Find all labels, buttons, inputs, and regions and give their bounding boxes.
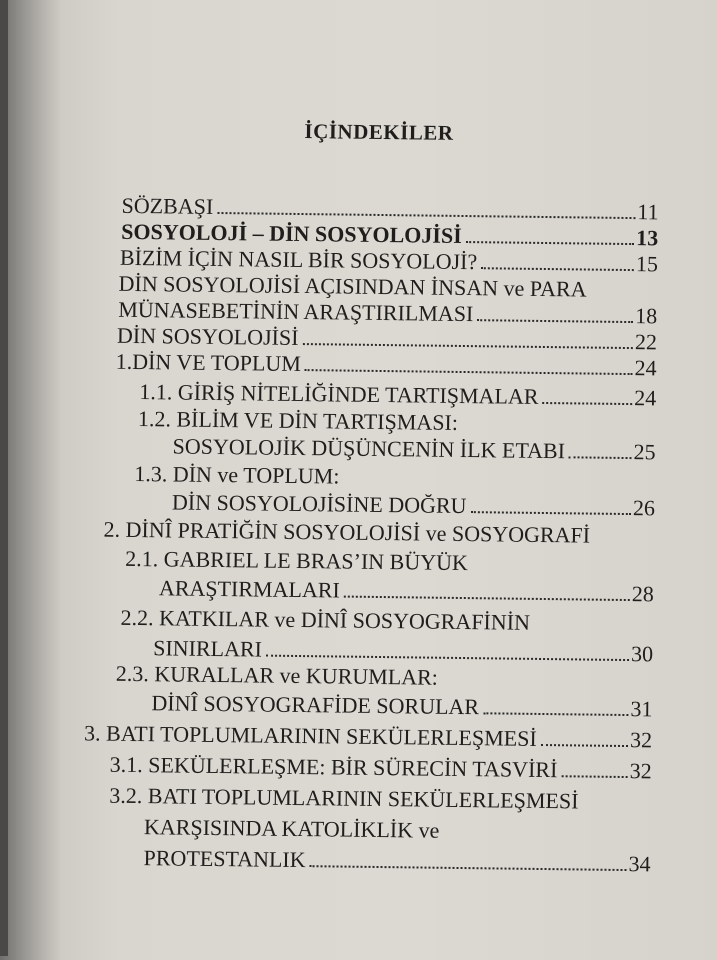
toc-page-number: 28 xyxy=(631,581,655,607)
toc-entry-line xyxy=(144,814,651,846)
toc-entry-label: 1.DİN VE TOPLUM xyxy=(115,348,302,377)
toc-page-number: 32 xyxy=(629,758,652,784)
toc-entry-label: SÖZBAŞI xyxy=(121,192,214,219)
toc-page-number: 24 xyxy=(634,355,657,381)
toc-entry-label: 2.2. KATKILAR ve DİNÎ SOSYOGRAFİNİN xyxy=(120,604,531,635)
toc-page-number: 26 xyxy=(632,495,656,521)
toc-entry-line xyxy=(134,461,655,493)
leader-dots xyxy=(541,744,628,747)
toc-entry-label: DİN SOSYOLOJİSİ AÇISINDAN İNSAN ve PARA xyxy=(118,270,587,302)
toc-entry-label: 2.3. KURALLAR ve KURUMLAR: xyxy=(115,660,439,690)
toc-page-number: 30 xyxy=(630,641,654,667)
toc-entry-label: BİZİM İÇİN NASIL BİR SOSYOLOJİ? xyxy=(119,244,478,275)
leader-dots xyxy=(305,369,633,375)
toc-page-number: 22 xyxy=(634,329,658,355)
toc-entry-label: SOSYOLOJİK DÜŞÜNCENİN İLK ETABI xyxy=(172,433,566,464)
toc-entry-label: 3.2. BATI TOPLUMLARININ SEKÜLERLEŞMESİ xyxy=(109,782,579,814)
toc-entry-label: 1.3. DİN ve TOPLUM: xyxy=(134,460,340,489)
toc-entry-label: 2.1. GABRIEL LE BRAS’IN BÜYÜK xyxy=(125,545,469,576)
leader-dots xyxy=(266,655,629,661)
toc-entry-label: 3. BATI TOPLUMLARININ SEKÜLERLEŞMESİ xyxy=(83,720,537,751)
toc-entry-label: SINIRLARI xyxy=(153,635,263,662)
toc-entry-line xyxy=(125,546,654,578)
toc-page-number: 24 xyxy=(634,385,657,411)
toc-entry-label: 2. DİNÎ PRATİĞİN SOSYOLOJİSİ ve SOSYOGRAFİ xyxy=(103,516,591,548)
leader-dots xyxy=(470,511,630,515)
toc-page-number: 32 xyxy=(629,727,653,753)
toc-entry-line xyxy=(116,661,653,694)
toc-entry-line xyxy=(120,605,653,638)
leader-dots xyxy=(483,712,628,716)
toc-entry-label: DİN SOSYOLOJİSİ xyxy=(116,322,299,350)
toc-entry xyxy=(172,489,655,521)
toc-entry-label: DİN SOSYOLOJİSİNE DOĞRU xyxy=(171,489,467,519)
toc-entry xyxy=(116,349,657,382)
toc-page-number: 13 xyxy=(636,225,659,251)
leader-dots xyxy=(561,775,627,778)
toc-entry-label: KARŞISINDA KATOLİKLİK ve xyxy=(143,814,440,843)
page-title: İÇİNDEKİLER xyxy=(304,119,454,145)
leader-dots xyxy=(344,596,630,601)
toc-entry-label: 1.1. GİRİŞ NİTELİĞİNDE TARTIŞMALAR xyxy=(139,379,539,409)
leader-dots xyxy=(310,865,627,871)
toc-entry xyxy=(151,690,652,722)
toc-page-number: 25 xyxy=(633,439,656,465)
toc-entry-label: MÜNASEBETİNİN ARAŞTIRILMASI xyxy=(118,296,474,327)
toc-page-number: 11 xyxy=(637,199,659,225)
toc-entry xyxy=(172,433,655,465)
toc-page-number: 31 xyxy=(630,696,653,722)
leader-dots xyxy=(542,402,632,405)
toc-page-number: 18 xyxy=(635,303,658,329)
toc-entry xyxy=(110,752,652,785)
toc-page-number: 34 xyxy=(628,851,651,877)
leader-dots xyxy=(302,343,632,349)
toc-entry-label: PROTESTANLIK xyxy=(143,845,306,873)
leader-dots xyxy=(481,267,634,271)
toc-entry xyxy=(159,575,654,607)
toc-entry-label: DİNÎ SOSYOGRAFİDE SORULAR xyxy=(151,690,480,720)
leader-dots xyxy=(466,241,635,245)
leader-dots xyxy=(217,212,635,219)
toc-entry-heading xyxy=(103,517,654,550)
toc-entry-line xyxy=(109,783,651,816)
leader-dots xyxy=(569,456,632,459)
toc-entry-label: ARAŞTIRMALARI xyxy=(158,575,340,603)
toc-entry-label: 1.2. BİLİM VE DİN TARTIŞMASI: xyxy=(137,406,459,435)
toc-page-number: 15 xyxy=(635,251,659,277)
toc-entry xyxy=(84,720,652,753)
toc-entry xyxy=(143,845,650,877)
toc-entry-label: 3.1. SEKÜLERLEŞME: BİR SÜRECİN TASVİRİ xyxy=(109,751,558,783)
toc-entry-label: SOSYOLOJİ – DİN SOSYOLOJİSİ xyxy=(121,218,462,248)
leader-dots xyxy=(477,319,633,323)
